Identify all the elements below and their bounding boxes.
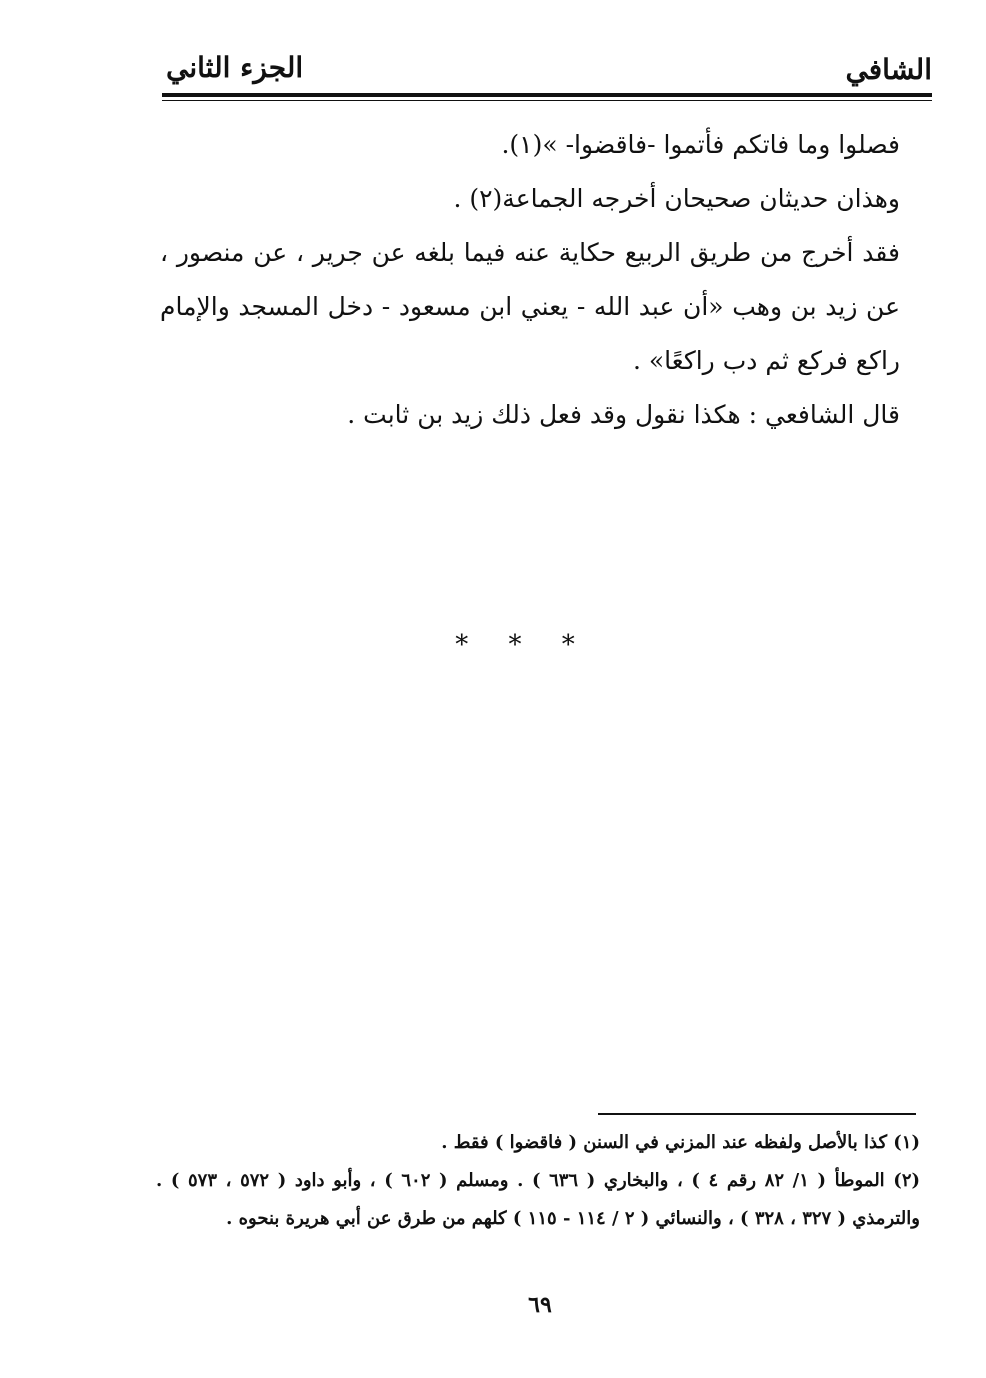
paragraph-3: فقد أخرج من طريق الربيع حكاية عنه فيما بلغه عن جرير ، عن منصور ، عن زيد بن وهب «أن عبد الله - يعني ابن مسعود - دخل المسجد والإمام راكع فركع ثم دب راكعًا» . [160, 238, 900, 375]
header-book-title: الشافي [845, 53, 932, 86]
paragraph-1: فصلوا وما فاتكم فأتموا -فاقضوا- »(١). [501, 130, 900, 159]
page-number: ٦٩ [528, 1292, 552, 1318]
footnote-separator [598, 1113, 916, 1115]
header-rule-thin [162, 100, 932, 101]
paragraph-2: وهذان حديثان صحيحان أخرجه الجماعة(٢) . [453, 184, 900, 213]
header-volume-title: الجزء الثاني [166, 51, 304, 84]
section-ornament: * * * [455, 630, 591, 660]
footnotes [156, 1124, 920, 1238]
main-text [160, 118, 900, 442]
running-header [160, 48, 932, 88]
paragraph-4: قال الشافعي : هكذا نقول وقد فعل ذلك زيد بن ثابت . [347, 400, 900, 429]
footnote-2: (٢) الموطأ ( ١/ ٨٢ رقم ٤ ) ، والبخاري ( ٦٣٦ ) . ومسلم ( ٦٠٢ ) ، وأبو داود ( ٥٧٢ ، ٥٧٣ ) . والترمذي ( ٣٢٧ ، ٣٢٨ ) ، والنسائي ( ٢ / ١١٤ - ١١٥ ) كلهم من طرق عن أبي هريرة بنحوه . [156, 1170, 921, 1229]
header-rule-thick [162, 93, 932, 97]
footnote-1: (١) كذا بالأصل ولفظه عند المزني في السنن ( فاقضوا ) فقط . [441, 1132, 920, 1153]
